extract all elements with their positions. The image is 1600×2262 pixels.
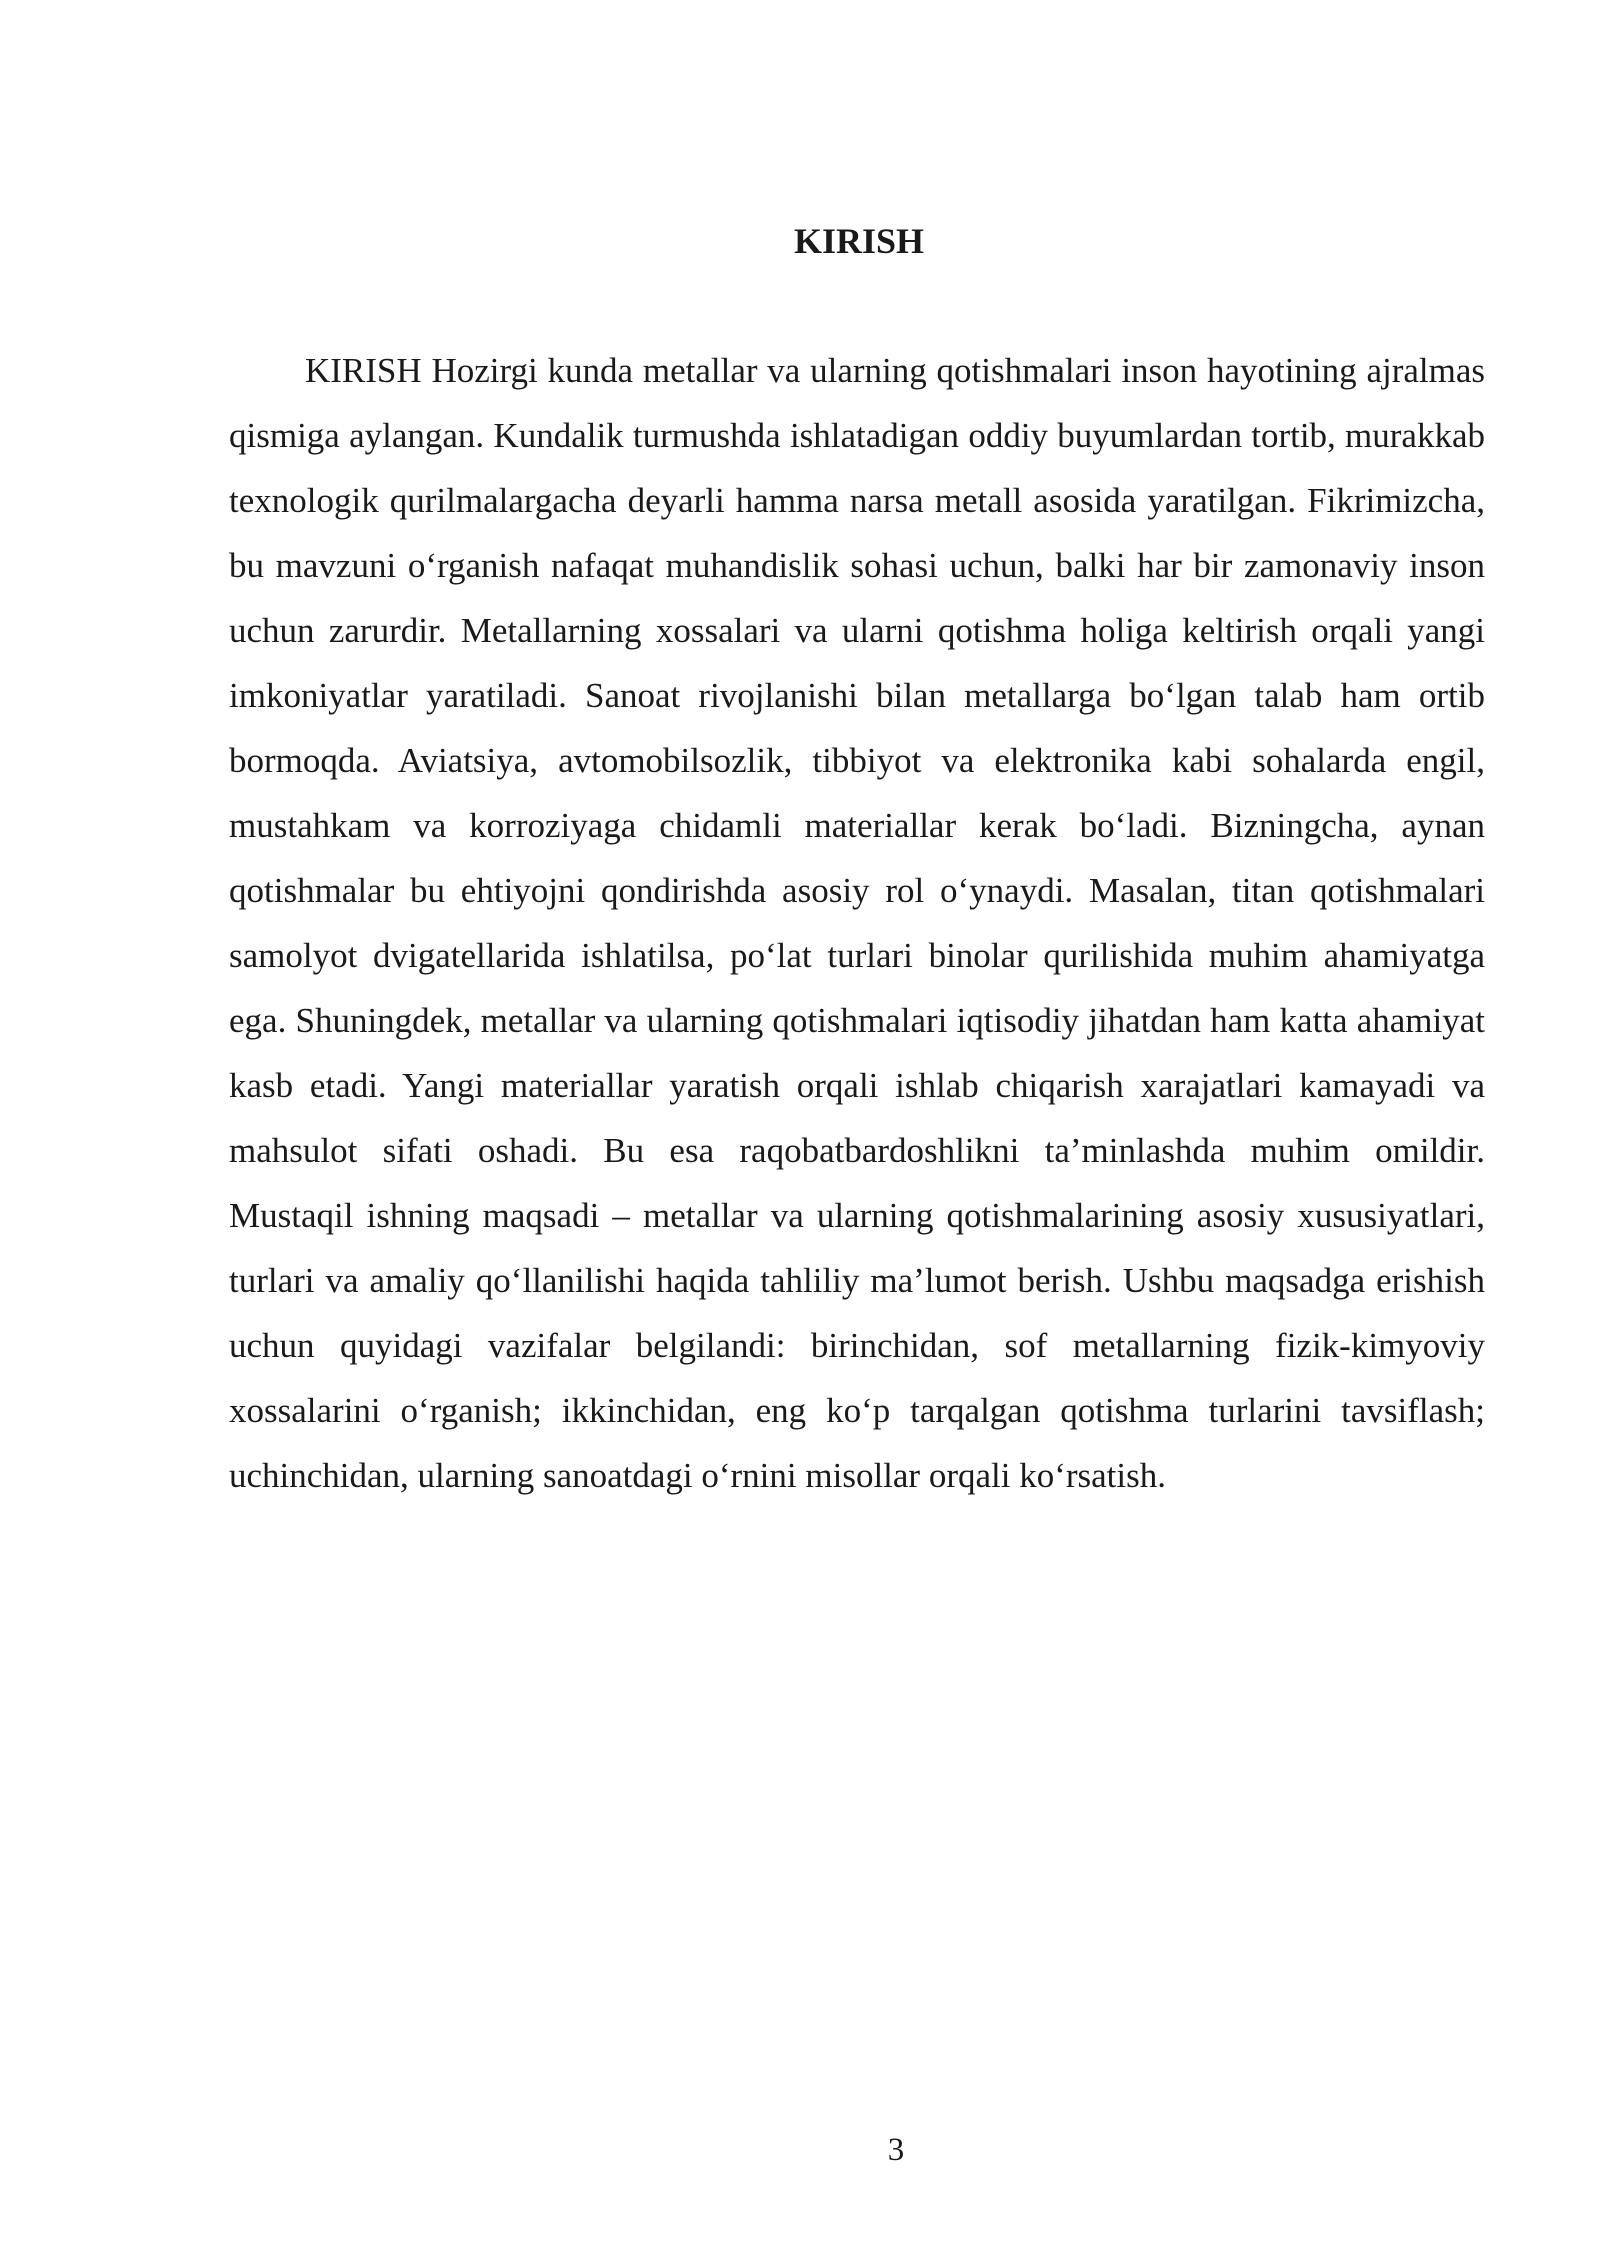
section-heading: KIRISH — [793, 221, 925, 261]
page-number: 3 — [887, 2132, 905, 2168]
intro-paragraph: KIRISH Hozirgi kunda metallar va ularning qotishmalari inson hayotining ajralmas qismiga aylangan. Kundalik turmushda ishlatadigan oddiy buyumlardan tortib, murakkab texnologik qurilmalargacha deyarli hamma narsa metall asosida yaratilgan. Fikrimizcha, bu mavzuni o‘rganish nafaqat muhandislik sohasi uchun, balki har bir zamonaviy inson uchun zarurdir. Metallarning xossalari va ularni qotishma holiga keltirish orqali yangi imkoniyatlar yaratiladi. Sanoat rivojlanishi bilan metallarga bo‘lgan talab ham ortib bormoqda. Aviatsiya, avtomobilsozlik, tibbiyot va elektronika kabi sohalarda engil, mustahkam va korroziyaga chidamli materiallar kerak bo‘ladi. Bizningcha, aynan qotishmalar bu ehtiyojni qondirishda asosiy rol o‘ynaydi. Masalan, titan qotishmalari samolyot dvigatellarida ishlatilsa, po‘lat turlari binolar qurilishida muhim ahamiyatga ega. Shuningdek, metallar va ularning qotishmalari iqtisodiy jihatdan ham katta ahamiyat kasb etadi. Yangi materiallar yaratish orqali ishlab chiqarish xarajatlari kamayadi va mahsulot sifati oshadi. Bu esa raqobatbardoshlikni ta’minlashda muhim omildir. Mustaqil ishning maqsadi – metallar va ularning qotishmalarining asosiy xususiyatlari, turlari va amaliy qo‘llanilishi haqida tahliliy ma’lumot berish. Ushbu maqsadga erishish uchun quyidagi vazifalar belgilandi: birinchidan, sof metallarning fizik-kimyoviy xossalarini o‘rganish; ikkinchidan, eng ko‘p tarqalgan qotishma turlarini tavsiflash; uchinchidan, ularning sanoatdagi o‘rnini misollar orqali ko‘rsatish. — [229, 351, 1485, 1495]
